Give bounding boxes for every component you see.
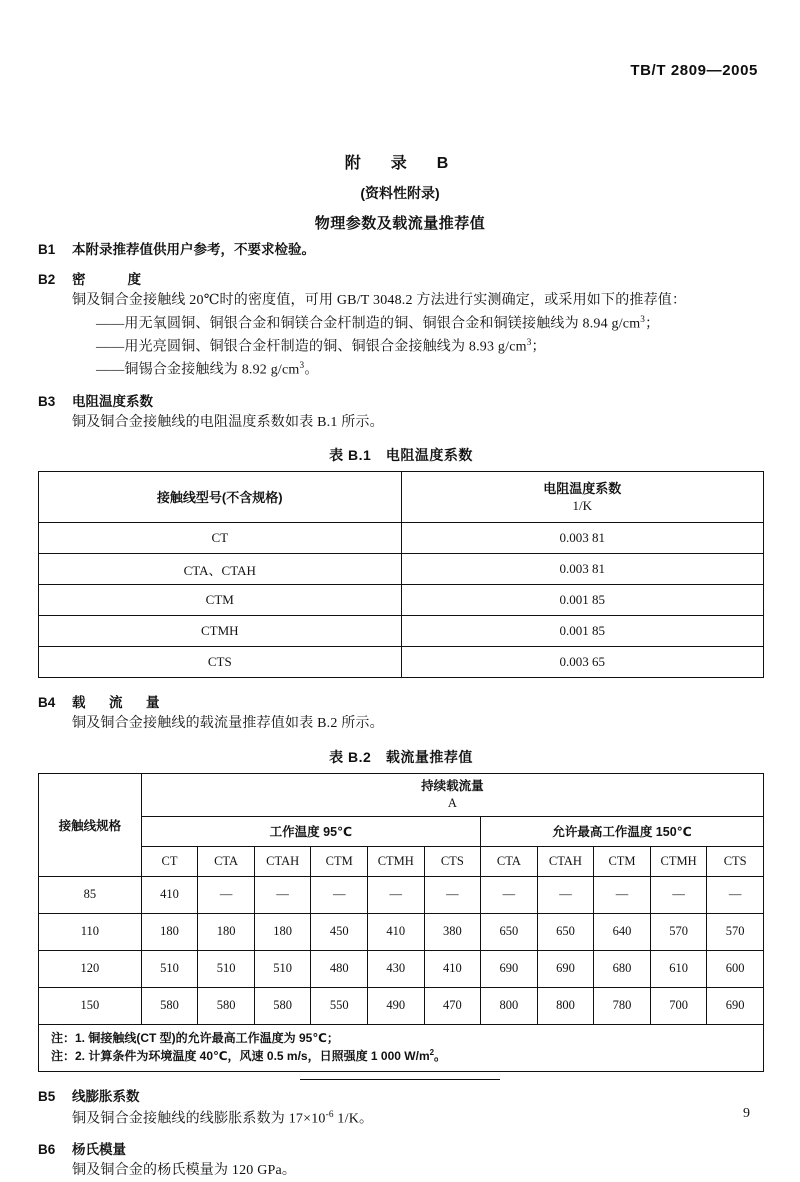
table-b2-cell-value: 410 [141,876,198,913]
table-b2-cell-value: 610 [650,950,707,987]
table-b2-cell-value: 410 [367,913,424,950]
table-b2-cell-value: 510 [198,950,255,987]
clause-b2-item-1: ——用无氧圆铜、铜银合金和铜镁合金杆制造的铜、铜银合金和铜镁接触线为 8.94 $g/cm^3$； [96,313,660,332]
table-b2-cell-value: 570 [650,913,707,950]
clause-b2-number: B2 [38,272,56,287]
clause-b5 [38,1085,764,1105]
annex-heading: 物理参数及载流量推荐值 [314,215,486,232]
table-b2-cell-value: 480 [311,950,368,987]
table-b2-header-spec: 接触线规格 [39,774,142,877]
table-row [39,523,764,554]
table-b2-header-col-ctmh-9: CTMH [650,846,707,876]
clause-b1-number: B1 [38,242,56,257]
table-b1-header-coefficient-unit: 1/K [572,498,592,514]
table-b2-header-col-ct-0: CT [141,846,198,876]
table-b2-notes-row [39,1024,764,1071]
annex-title-block [0,150,800,233]
table-b1 [38,471,764,678]
clause-b4-title: 载 流 量 [72,695,165,711]
clause-b1-text: 本附录推荐值供用户参考，不要求检验。 [72,242,315,257]
table-b2-cell-value: — [481,876,538,913]
table-b1-cell-coefficient: 0.003 81 [401,523,764,554]
table-row [39,987,764,1024]
table-b2-cell-value: — [424,876,481,913]
table-b2-header-col-ctmh-4: CTMH [367,846,424,876]
table-b2-cell-value: 690 [481,950,538,987]
clause-b2-item-2: ——用光亮圆铜、铜银合金杆制造的铜、铜银合金接触线为 8.93 $g/cm^3$； [96,337,546,355]
table-b2-cell-value: 800 [537,987,594,1024]
table-b2-cell-value: 180 [254,913,311,950]
table-b2-cell-value: 680 [594,950,651,987]
table-b2-cell-value: — [594,876,651,913]
table-b2-cell-value: 180 [198,913,255,950]
table-b2-cell-value: — [707,876,764,913]
table-row [39,876,764,913]
table-b2-cell-value: — [367,876,424,913]
table-b2-cell-value: 510 [254,950,311,987]
table-b2-cell-value: 430 [367,950,424,987]
clause-b4 [38,691,764,711]
table-b2-header-group-unit: A [447,795,457,810]
table-b2-header-col-cts-5: CTS [424,846,481,876]
annex-subtitle: (资料性附录) [360,185,440,201]
table-b2-cell-value: 800 [481,987,538,1024]
table-b2-cell-value: — [650,876,707,913]
table-b1-header-coefficient-line1: 电阻温度系数 [543,480,622,496]
table-b2-cell-value: 580 [198,987,255,1024]
clause-b2-paragraph: 铜及铜合金接触线 20℃时的密度值，可用 GB/T 3048.2 方法进行实测确定，或采用如下的推荐值： [72,293,687,308]
table-b2-cell-value: 640 [594,913,651,950]
table-b2-cell-value: 470 [424,987,481,1024]
table-b2-cell-value: — [311,876,368,913]
table-row [39,616,764,647]
page-number: 9 [743,1106,750,1121]
table-row [39,585,764,616]
table-b1-cell-type: CTM [39,585,402,616]
table-b2-note: 注：2. 计算条件为环境温度 40℃，风速 0.5 m/s，日照强度 1 000 $W/m^2$。 [51,1048,447,1064]
clause-b5-paragraph: 铜及铜合金接触线的线膨胀系数为 $17\times 10^{-6}$ 1/K。 [72,1109,374,1127]
clause-b5-title: 线膨胀系数 [72,1089,140,1105]
table-b2-header-group [141,774,763,817]
table-b2-header-col-ctm-3: CTM [311,846,368,876]
clause-b2-title: 密 度 [72,272,146,287]
table-b1-cell-coefficient: 0.003 81 [401,554,764,585]
table-b2-cell-value: — [537,876,594,913]
annex-title: 附 录 B [344,155,456,172]
clause-b3 [38,390,764,410]
table-b2-header-col-cta-1: CTA [198,846,255,876]
footer-rule [300,1079,500,1080]
clause-b6-number: B6 [38,1142,56,1158]
clause-b3-title: 电阻温度系数 [72,393,153,409]
table-b1-cell-type: CTA、CTAH [39,554,402,585]
table-b2-header-col-ctah-2: CTAH [254,846,311,876]
clause-b6-title: 杨氏模量 [72,1142,126,1158]
table-b2-header-row-3 [39,846,764,876]
table-b2 [38,773,764,1072]
table-b2-cell-value: 410 [424,950,481,987]
table-b2-cell-value: 450 [311,913,368,950]
table-b1-cell-type: CTMH [39,616,402,647]
table-b2-cell-value: 650 [481,913,538,950]
table-b2-header-col-ctah-7: CTAH [537,846,594,876]
table-b2-cell-spec: 150 [39,987,142,1024]
table-b2-header-group-line1: 持续载流量 [421,779,484,794]
table-row [39,950,764,987]
table-b2-cell-spec: 110 [39,913,142,950]
table-b1-cell-coefficient: 0.003 65 [401,647,764,678]
table-b1-caption: 表 B.1 电阻温度系数 [329,447,473,464]
clause-b6 [38,1138,764,1158]
table-b2-cell-value: 180 [141,913,198,950]
table-b2-cell-value: — [198,876,255,913]
table-row [39,554,764,585]
table-b2-header-subgroup-150: 允许最高工作温度 150℃ [481,816,764,846]
clause-b3-number: B3 [38,393,56,409]
table-b2-cell-value: 550 [311,987,368,1024]
table-b1-cell-type: CTS [39,647,402,678]
table-b2-header-row-2 [39,816,764,846]
table-b2-cell-value: 700 [650,987,707,1024]
table-b2-cell-value: 580 [254,987,311,1024]
table-b1-cell-coefficient: 0.001 85 [401,616,764,647]
table-b2-cell-value: 780 [594,987,651,1024]
running-header-standard-number: TB/T 2809—2005 [630,62,758,79]
table-b1-cell-type: CT [39,523,402,554]
table-row [39,913,764,950]
table-b2-header-col-cta-6: CTA [481,846,538,876]
document-content [38,238,764,1182]
clause-b2-item-3: ——铜锡合金接触线为 8.92 $g/cm^3$。 [96,360,319,379]
table-b2-cell-value: 380 [424,913,481,950]
table-b1-cell-coefficient: 0.001 85 [401,585,764,616]
table-b1-header-type: 接触线型号(不含规格) [39,472,402,523]
table-b2-cell-value: 570 [707,913,764,950]
table-b2-cell-value: 650 [537,913,594,950]
clause-b5-number: B5 [38,1089,56,1105]
clause-b3-paragraph: 铜及铜合金接触线的电阻温度系数如表 B.1 所示。 [72,414,384,430]
clause-b4-number: B4 [38,695,56,711]
table-b2-note: 注：1. 铜接触线(CT 型)的允许最高工作温度为 95℃； [51,1030,339,1045]
table-b2-caption: 表 B.2 载流量推荐值 [329,749,473,766]
table-b2-cell-value: 690 [537,950,594,987]
table-b2-header-subgroup-95: 工作温度 95℃ [141,816,480,846]
clause-b4-paragraph: 铜及铜合金接触线的载流量推荐值如表 B.2 所示。 [72,716,384,732]
table-b2-cell-value: 580 [141,987,198,1024]
table-b2-cell-value: 510 [141,950,198,987]
clause-b1 [38,238,764,258]
clause-b6-paragraph: 铜及铜合金的杨氏模量为 120 GPa。 [72,1163,297,1179]
table-b2-cell-spec: 120 [39,950,142,987]
table-b2-header-row-1 [39,774,764,817]
clause-b2 [38,268,764,288]
table-b1-header-coefficient [401,472,764,523]
table-row [39,647,764,678]
table-b2-notes [39,1024,764,1071]
table-b1-header-row [39,472,764,523]
table-b2-cell-value: 690 [707,987,764,1024]
table-b2-cell-value: — [254,876,311,913]
table-b2-cell-value: 600 [707,950,764,987]
table-b2-cell-spec: 85 [39,876,142,913]
table-b2-cell-value: 490 [367,987,424,1024]
table-b2-header-col-ctm-8: CTM [594,846,651,876]
table-b2-header-col-cts-10: CTS [707,846,764,876]
